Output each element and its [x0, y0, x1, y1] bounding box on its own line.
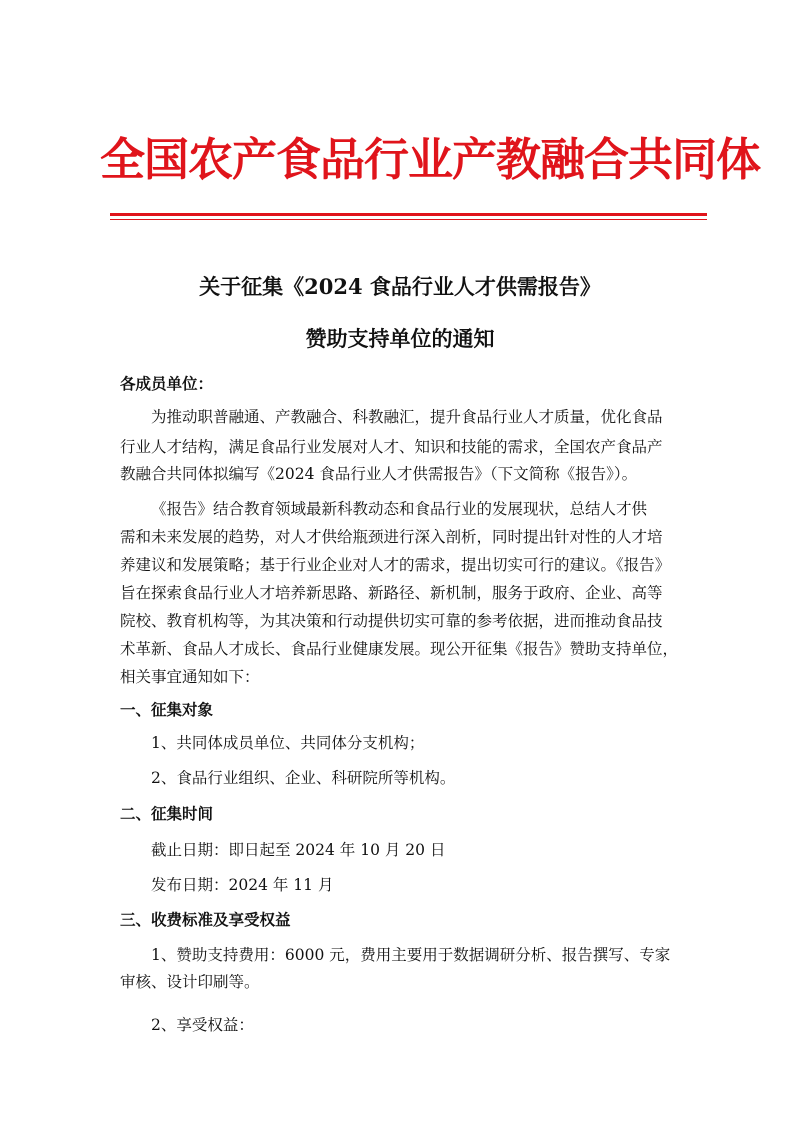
section3-item1-line1: 1、赞助支持费用：6000 元，费用主要用于数据调研分析、报告撰写、专家	[151, 946, 671, 964]
paragraph2-line3: 养建议和发展策略；基于行业企业对人才的需求，提出切实可行的建议。《报告》	[120, 556, 671, 574]
section2-deadline: 截止日期：即日起至 2024 年 10 月 20 日	[151, 841, 446, 859]
section3-item2: 2、享受权益：	[151, 1016, 254, 1034]
paragraph2-line2: 需和未来发展的趋势，对人才供给瓶颈进行深入剖析，同时提出针对性的人才培	[120, 528, 663, 546]
section1-item2: 2、食品行业组织、企业、科研院所等机构。	[151, 769, 456, 787]
section3-heading: 三、收费标准及享受权益	[120, 911, 291, 929]
paragraph1-line2: 行业人才结构，满足食品行业发展对人才、知识和技能的需求，全国农产食品产	[120, 438, 663, 456]
paragraph2-line1: 《报告》结合教育领域最新科教动态和食品行业的发展现状，总结人才供	[151, 500, 648, 518]
paragraph1-line3: 教融合共同体拟编写《2024 食品行业人才供需报告》（下文简称《报告》）。	[120, 465, 638, 483]
letterhead-rule-thick	[110, 213, 707, 216]
organization-letterhead: 全国农产食品行业产教融合共同体	[100, 133, 761, 186]
section1-item1: 1、共同体成员单位、共同体分支机构；	[151, 734, 425, 752]
section2-heading: 二、征集时间	[120, 805, 214, 823]
salutation: 各成员单位：	[120, 375, 214, 393]
letterhead-rule-thin	[110, 219, 707, 220]
paragraph1-line1: 为推动职普融通、产教融合、科教融汇，提升食品行业人才质量，优化食品	[151, 408, 663, 426]
paragraph2-line5: 院校、教育机构等，为其决策和行动提供切实可靠的参考依据，进而推动食品技	[120, 612, 663, 630]
document-title-line1: 关于征集《2024 食品行业人才供需报告》	[199, 274, 601, 299]
section3-item1-line2: 审核、设计印刷等。	[120, 973, 260, 991]
section2-release-date: 发布日期：2024 年 11 月	[151, 876, 334, 894]
paragraph2-line4: 旨在探索食品行业人才培养新思路、新路径、新机制，服务于政府、企业、高等	[120, 584, 663, 602]
paragraph2-line6: 术革新、食品人才成长、食品行业健康发展。现公开征集《报告》赞助支持单位，	[120, 640, 679, 658]
document-title-line2: 赞助支持单位的通知	[305, 326, 495, 351]
section1-heading: 一、征集对象	[120, 701, 214, 719]
paragraph2-line7: 相关事宜通知如下：	[120, 668, 260, 686]
